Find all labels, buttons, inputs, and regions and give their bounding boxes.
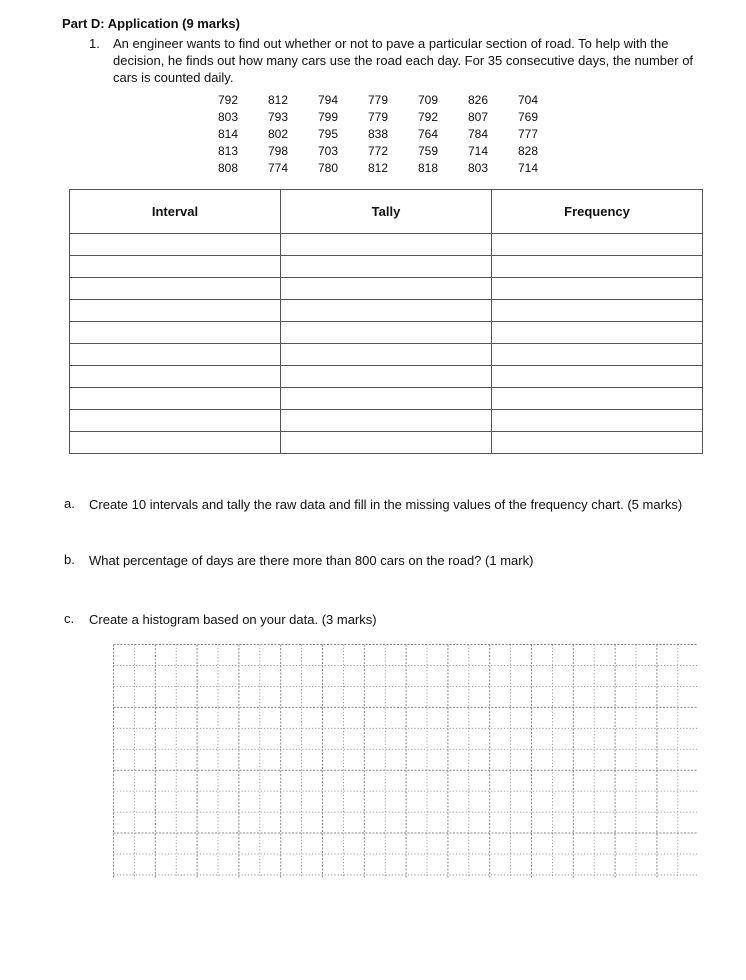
raw-data-cell: 769 bbox=[517, 109, 539, 124]
raw-data-cell: 828 bbox=[517, 143, 539, 158]
tally-header: Tally bbox=[281, 190, 492, 234]
raw-data-cell: 779 bbox=[367, 109, 389, 124]
raw-data-cell: 784 bbox=[467, 126, 489, 141]
raw-data-cell: 795 bbox=[317, 126, 339, 141]
tally-cell[interactable] bbox=[281, 432, 492, 454]
tally-cell[interactable] bbox=[281, 278, 492, 300]
raw-data-row bbox=[203, 91, 553, 108]
raw-data-cell: 812 bbox=[367, 160, 389, 175]
raw-data-cell: 779 bbox=[367, 92, 389, 107]
frequency-table-row bbox=[70, 388, 703, 410]
subquestion-c-text: Create a histogram based on your data. (3 marks) bbox=[89, 612, 377, 627]
interval-cell[interactable] bbox=[70, 388, 281, 410]
raw-data-cell: 803 bbox=[467, 160, 489, 175]
frequency-cell[interactable] bbox=[492, 300, 703, 322]
tally-cell[interactable] bbox=[281, 256, 492, 278]
interval-cell[interactable] bbox=[70, 432, 281, 454]
frequency-cell[interactable] bbox=[492, 234, 703, 256]
raw-data-cell: 818 bbox=[417, 160, 439, 175]
interval-cell[interactable] bbox=[70, 256, 281, 278]
interval-cell[interactable] bbox=[70, 278, 281, 300]
tally-cell[interactable] bbox=[281, 344, 492, 366]
frequency-table-row bbox=[70, 410, 703, 432]
frequency-table-row bbox=[70, 278, 703, 300]
raw-data-cell: 709 bbox=[417, 92, 439, 107]
raw-data-cell: 802 bbox=[267, 126, 289, 141]
raw-data-row bbox=[203, 125, 553, 142]
frequency-table-row bbox=[70, 366, 703, 388]
interval-header: Interval bbox=[70, 190, 281, 234]
frequency-table-row bbox=[70, 432, 703, 454]
raw-data-cell: 777 bbox=[517, 126, 539, 141]
histogram-grid bbox=[113, 644, 698, 880]
question-text: An engineer wants to find out whether or not to pave a particular section of road. To help with the decision, he finds out how many cars use the road each day. For 35 consecutive days, the number of cars is counted daily. bbox=[113, 36, 694, 85]
tally-cell[interactable] bbox=[281, 388, 492, 410]
tally-cell[interactable] bbox=[281, 300, 492, 322]
frequency-cell[interactable] bbox=[492, 366, 703, 388]
raw-data-cell: 813 bbox=[217, 143, 239, 158]
frequency-cell[interactable] bbox=[492, 388, 703, 410]
interval-cell[interactable] bbox=[70, 344, 281, 366]
tally-cell[interactable] bbox=[281, 322, 492, 344]
interval-cell[interactable] bbox=[70, 300, 281, 322]
raw-data-cell: 794 bbox=[317, 92, 339, 107]
frequency-table bbox=[69, 189, 703, 454]
subquestion-a-label: a. bbox=[64, 496, 75, 511]
raw-data-cell: 792 bbox=[417, 109, 439, 124]
frequency-cell[interactable] bbox=[492, 432, 703, 454]
frequency-table-row bbox=[70, 322, 703, 344]
raw-data-row bbox=[203, 142, 553, 159]
raw-data-cell: 838 bbox=[367, 126, 389, 141]
subquestion-b-label: b. bbox=[64, 552, 75, 567]
frequency-table-row bbox=[70, 256, 703, 278]
frequency-table-header bbox=[70, 190, 703, 234]
raw-data-cell: 772 bbox=[367, 143, 389, 158]
frequency-cell[interactable] bbox=[492, 322, 703, 344]
interval-cell[interactable] bbox=[70, 366, 281, 388]
raw-data-cell: 703 bbox=[317, 143, 339, 158]
tally-cell[interactable] bbox=[281, 410, 492, 432]
raw-data-cell: 826 bbox=[467, 92, 489, 107]
raw-data-cell: 780 bbox=[317, 160, 339, 175]
raw-data-cell: 714 bbox=[517, 160, 539, 175]
raw-data-cell: 812 bbox=[267, 92, 289, 107]
raw-data-cell: 759 bbox=[417, 143, 439, 158]
interval-cell[interactable] bbox=[70, 410, 281, 432]
frequency-table-row bbox=[70, 344, 703, 366]
raw-data-cell: 793 bbox=[267, 109, 289, 124]
raw-data-table bbox=[203, 91, 553, 176]
tally-cell[interactable] bbox=[281, 234, 492, 256]
frequency-cell[interactable] bbox=[492, 344, 703, 366]
frequency-table-row bbox=[70, 300, 703, 322]
tally-cell[interactable] bbox=[281, 366, 492, 388]
frequency-cell[interactable] bbox=[492, 278, 703, 300]
interval-cell[interactable] bbox=[70, 322, 281, 344]
raw-data-cell: 808 bbox=[217, 160, 239, 175]
interval-cell[interactable] bbox=[70, 234, 281, 256]
raw-data-cell: 714 bbox=[467, 143, 489, 158]
raw-data-cell: 798 bbox=[267, 143, 289, 158]
raw-data-cell: 774 bbox=[267, 160, 289, 175]
frequency-header: Frequency bbox=[492, 190, 703, 234]
question-number: 1. bbox=[89, 36, 100, 51]
raw-data-row bbox=[203, 108, 553, 125]
frequency-table-row bbox=[70, 234, 703, 256]
raw-data-cell: 799 bbox=[317, 109, 339, 124]
raw-data-row bbox=[203, 159, 553, 176]
subquestion-c-label: c. bbox=[64, 611, 75, 626]
raw-data-cell: 792 bbox=[217, 92, 239, 107]
raw-data-cell: 704 bbox=[517, 92, 539, 107]
raw-data-cell: 814 bbox=[217, 126, 239, 141]
frequency-cell[interactable] bbox=[492, 410, 703, 432]
raw-data-cell: 764 bbox=[417, 126, 439, 141]
raw-data-cell: 803 bbox=[217, 109, 239, 124]
subquestion-b-text: What percentage of days are there more than 800 cars on the road? (1 mark) bbox=[89, 553, 534, 568]
frequency-cell[interactable] bbox=[492, 256, 703, 278]
section-heading: Part D: Application (9 marks) bbox=[62, 16, 240, 31]
subquestion-a-text: Create 10 intervals and tally the raw data and fill in the missing values of the frequency chart. (5 marks) bbox=[89, 497, 683, 512]
raw-data-cell: 807 bbox=[467, 109, 489, 124]
